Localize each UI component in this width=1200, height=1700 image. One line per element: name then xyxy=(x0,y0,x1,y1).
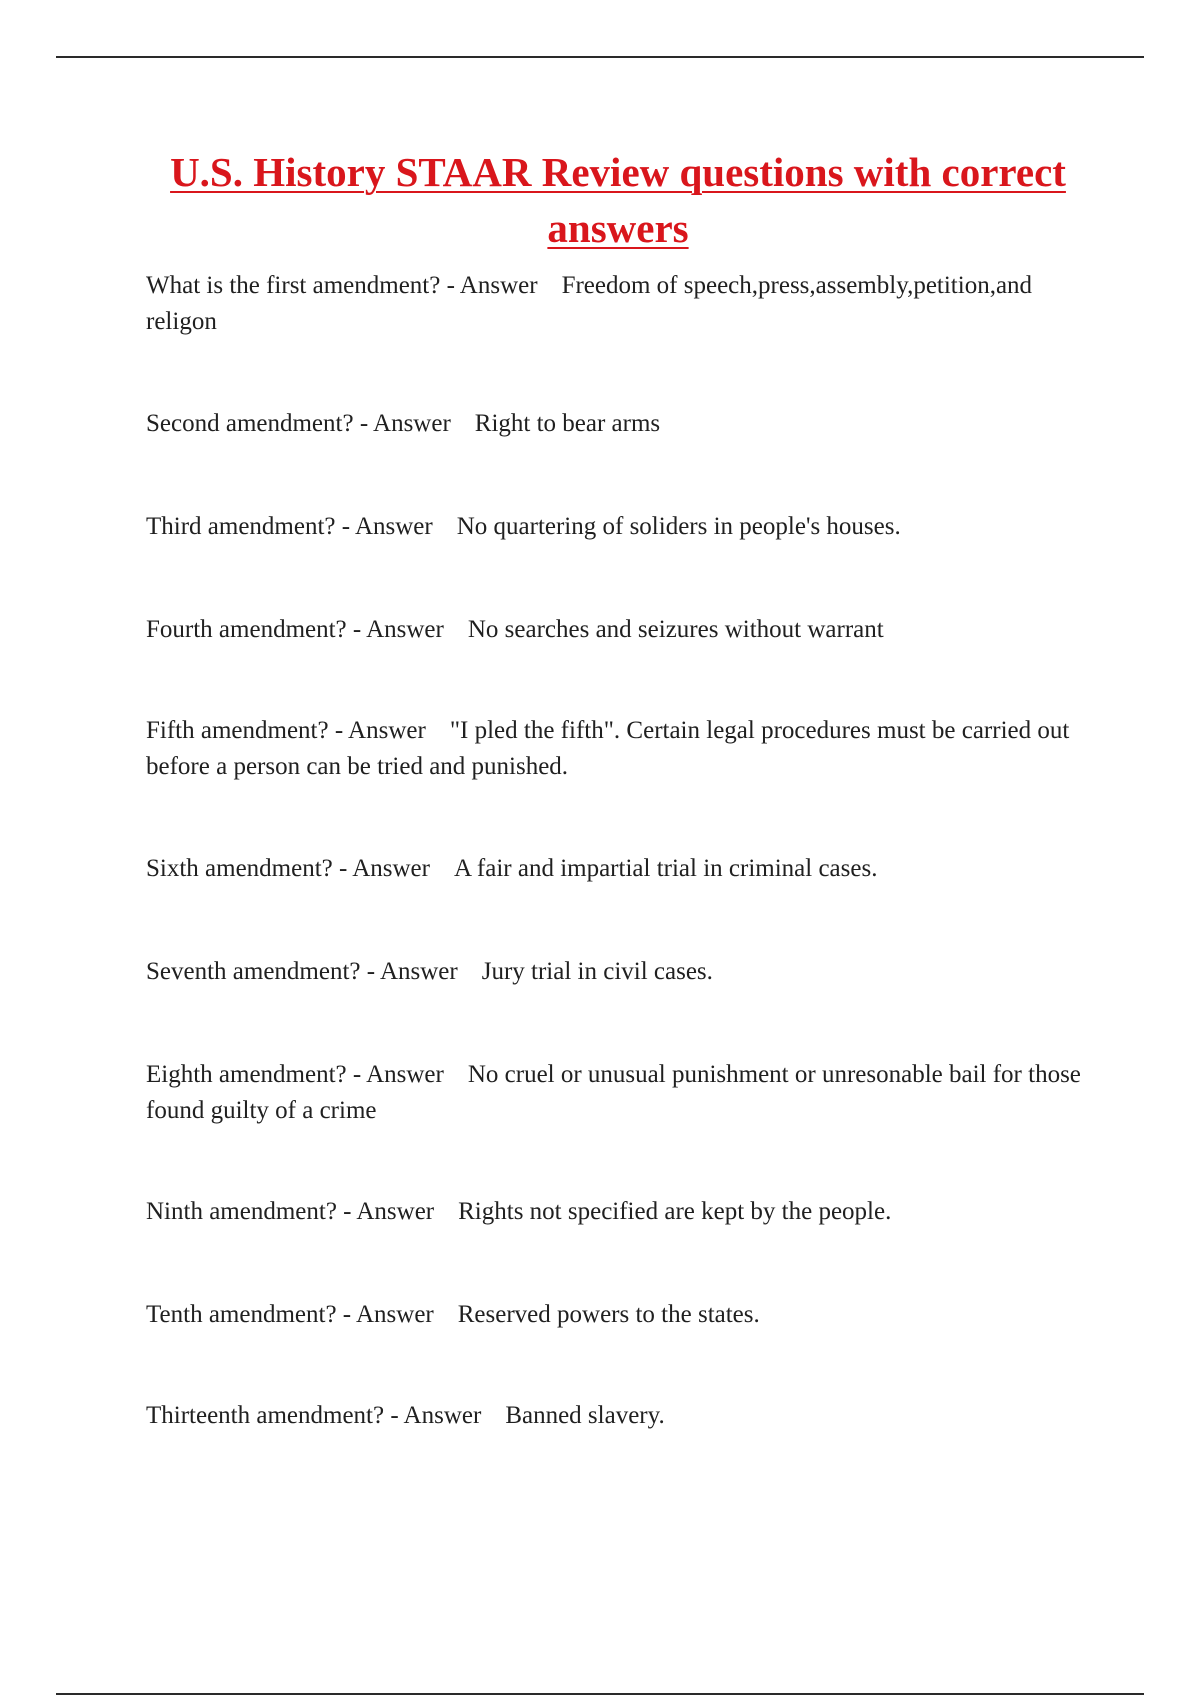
answer-text: Jury trial in civil cases. xyxy=(481,958,713,985)
qa-item xyxy=(146,1057,1081,1129)
header-rule xyxy=(56,56,1144,58)
question-text: Second amendment? - Answer xyxy=(146,410,451,437)
answer-text: Banned slavery. xyxy=(505,1402,665,1429)
qa-item xyxy=(146,713,1081,785)
answer-text: No cruel or unusual punishment or unresonable bail for those found guilty of a crime xyxy=(146,1061,1081,1124)
qa-item xyxy=(146,268,1081,340)
qa-item xyxy=(146,851,1081,887)
qa-item xyxy=(146,509,1081,545)
qa-item xyxy=(146,1398,1081,1434)
question-text: Seventh amendment? - Answer xyxy=(146,958,458,985)
question-text: Fifth amendment? - Answer xyxy=(146,717,426,744)
question-text: Third amendment? - Answer xyxy=(146,513,433,540)
question-text: Sixth amendment? - Answer xyxy=(146,855,430,882)
answer-text: No quartering of soliders in people's houses. xyxy=(456,513,901,540)
qa-item xyxy=(146,1297,1081,1333)
qa-item xyxy=(146,612,1081,648)
qa-item xyxy=(146,954,1081,990)
answer-text: A fair and impartial trial in criminal cases. xyxy=(453,855,878,882)
qa-item xyxy=(146,1194,1081,1230)
question-text: Ninth amendment? - Answer xyxy=(146,1198,435,1225)
answer-text: Freedom of speech,press,assembly,petition,and religon xyxy=(146,272,1033,335)
question-text: Tenth amendment? - Answer xyxy=(146,1301,434,1328)
answer-text: "I pled the fifth". Certain legal procedures must be carried out before a person can be tried and punished. xyxy=(146,717,1070,780)
answer-text: Right to bear arms xyxy=(474,410,661,437)
document-title: U.S. History STAAR Review questions with correct answers xyxy=(170,149,1066,251)
question-text: What is the first amendment? - Answer xyxy=(146,272,538,299)
question-text: Eighth amendment? - Answer xyxy=(146,1061,444,1088)
qa-item xyxy=(146,406,1081,442)
footer-rule xyxy=(56,1693,1144,1695)
answer-text: No searches and seizures without warrant xyxy=(467,616,884,643)
answer-text: Rights not specified are kept by the people. xyxy=(458,1198,892,1225)
answer-text: Reserved powers to the states. xyxy=(457,1301,760,1328)
question-text: Fourth amendment? - Answer xyxy=(146,616,444,643)
question-text: Thirteenth amendment? - Answer xyxy=(146,1402,482,1429)
